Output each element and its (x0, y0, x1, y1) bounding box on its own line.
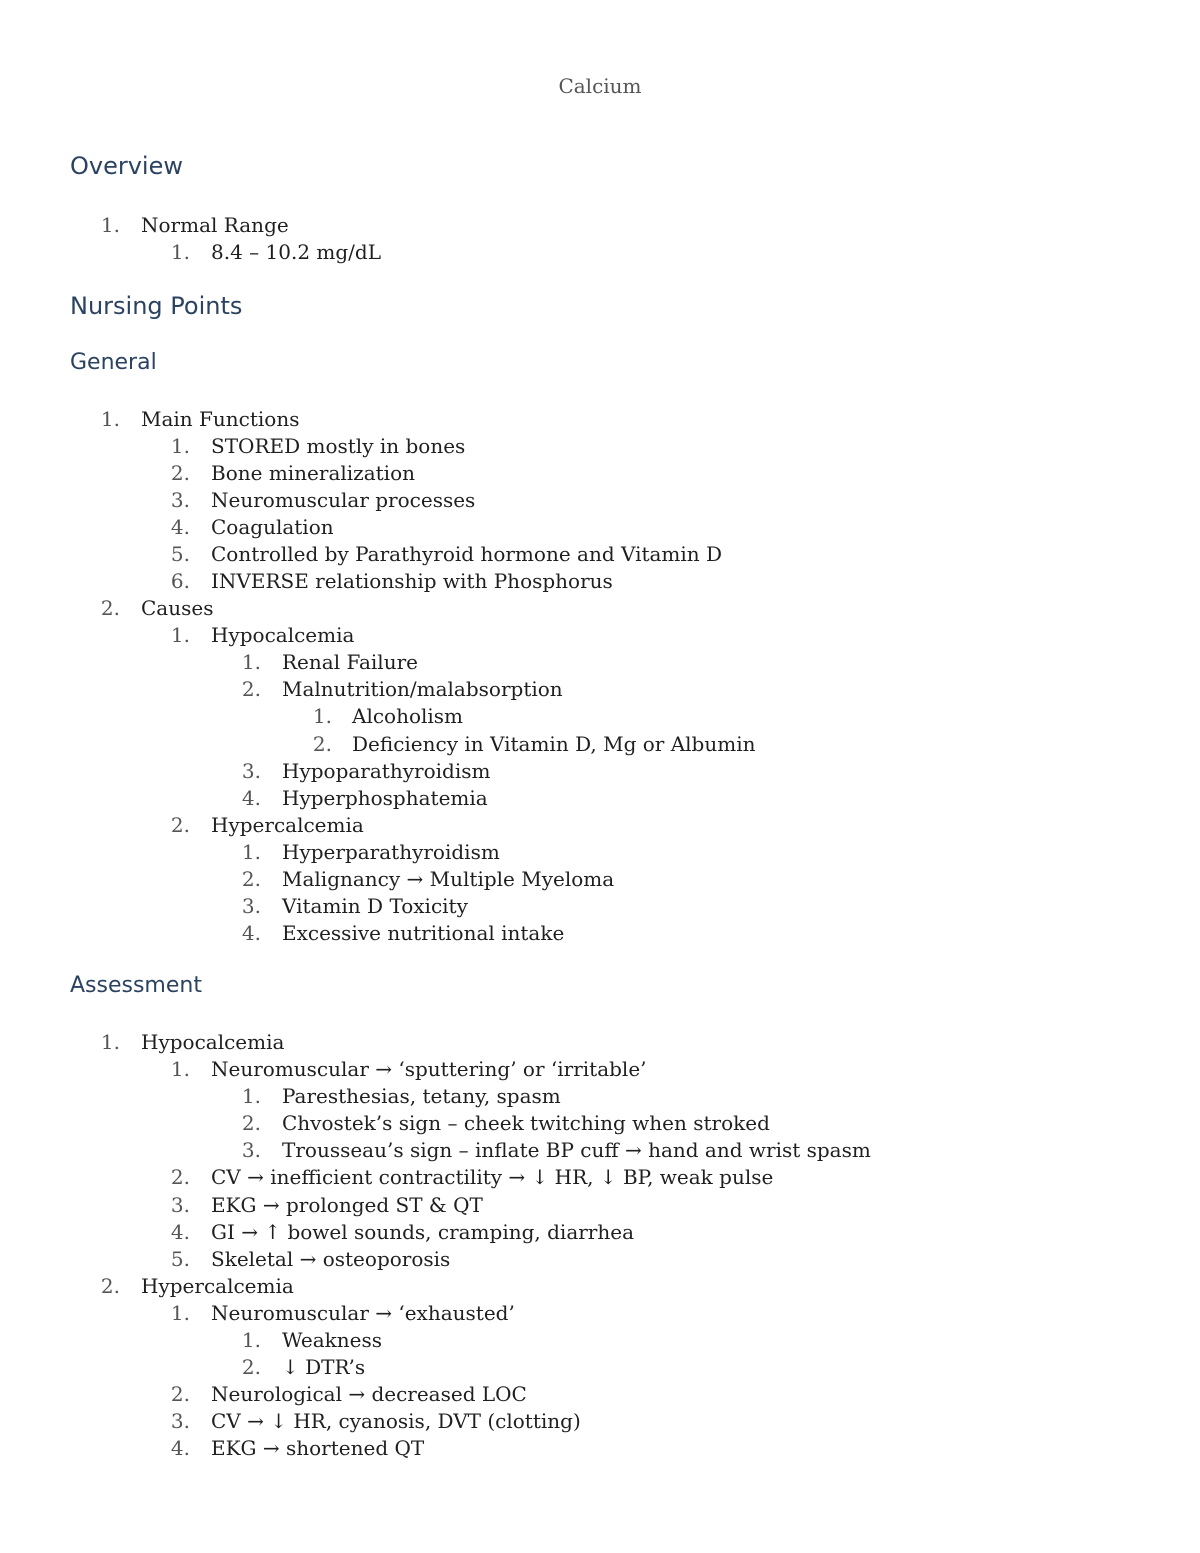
list-item-text: EKG → prolonged ST & QT (211, 1193, 483, 1217)
list-item-text: Normal Range (141, 213, 289, 237)
list-item-number: 4. (241, 921, 261, 945)
list-item-text: Alcoholism (352, 704, 464, 728)
list-item-text: Hypercalcemia (141, 1274, 294, 1298)
list-item-number: 1. (170, 240, 190, 264)
list-item-number: 3. (170, 488, 190, 512)
list-item-text: 8.4 – 10.2 mg/dL (211, 240, 381, 264)
list-item-number: 4. (170, 515, 190, 539)
list-item-text: INVERSE relationship with Phosphorus (211, 569, 613, 593)
list-item-number: 1. (241, 1328, 261, 1352)
list-item-text: STORED mostly in bones (211, 434, 466, 458)
list-item-number: 1. (170, 434, 190, 458)
list-item-text: ↓ DTR’s (282, 1355, 366, 1379)
list-item-number: 1. (100, 407, 120, 431)
list-item-text: Hypocalcemia (211, 623, 355, 647)
list-item-number: 1. (241, 1084, 261, 1108)
list-item-number: 6. (170, 569, 190, 593)
list-item-number: 2. (241, 1111, 261, 1135)
list-item-number: 1. (100, 213, 120, 237)
list-item-number: 2. (241, 1355, 261, 1379)
list-item-number: 1. (170, 1057, 190, 1081)
list-item-text: Hyperparathyroidism (282, 840, 500, 864)
list-item-number: 5. (170, 1247, 190, 1271)
list-item-text: Hypoparathyroidism (282, 759, 491, 783)
list-item-number: 2. (100, 1274, 120, 1298)
list-item-number: 1. (170, 623, 190, 647)
list-item-number: 2. (312, 732, 332, 756)
list-item-number: 3. (170, 1409, 190, 1433)
list-item-number: 3. (241, 759, 261, 783)
list-item-text: Coagulation (211, 515, 334, 539)
heading-general: General (70, 350, 157, 375)
list-item-text: Malnutrition/malabsorption (282, 677, 563, 701)
list-item-text: EKG → shortened QT (211, 1436, 425, 1460)
heading-nursing-points: Nursing Points (70, 292, 243, 320)
list-item-text: Bone mineralization (211, 461, 415, 485)
list-item-text: Controlled by Parathyroid hormone and Vitamin D (211, 542, 723, 566)
list-item-number: 3. (241, 1138, 261, 1162)
list-item-text: Trousseau’s sign – inflate BP cuff → hand and wrist spasm (282, 1138, 871, 1162)
list-item-number: 4. (170, 1220, 190, 1244)
list-item-text: Hypercalcemia (211, 813, 364, 837)
list-item-text: Paresthesias, tetany, spasm (282, 1084, 561, 1108)
list-item-number: 2. (170, 461, 190, 485)
list-item-text: Skeletal → osteoporosis (211, 1247, 451, 1271)
list-item-text: Deficiency in Vitamin D, Mg or Albumin (352, 732, 756, 756)
list-item-number: 2. (170, 813, 190, 837)
list-item-number: 2. (170, 1382, 190, 1406)
list-item-number: 3. (170, 1193, 190, 1217)
list-item-number: 2. (241, 867, 261, 891)
list-item-number: 2. (241, 677, 261, 701)
list-item-number: 2. (100, 596, 120, 620)
heading-assessment: Assessment (70, 973, 202, 998)
list-item-number: 1. (100, 1030, 120, 1054)
heading-overview: Overview (70, 152, 183, 180)
list-item-text: Weakness (282, 1328, 383, 1352)
list-item-text: Renal Failure (282, 650, 418, 674)
list-item-number: 1. (312, 704, 332, 728)
list-item-text: Excessive nutritional intake (282, 921, 565, 945)
list-item-text: CV → inefficient contractility → ↓ HR, ↓ BP, weak pulse (211, 1165, 774, 1189)
list-item-number: 1. (170, 1301, 190, 1325)
list-item-text: Neurological → decreased LOC (211, 1382, 527, 1406)
list-item-number: 5. (170, 542, 190, 566)
list-item-text: Main Functions (141, 407, 300, 431)
list-item-text: CV → ↓ HR, cyanosis, DVT (clotting) (211, 1409, 581, 1433)
list-item-number: 4. (241, 786, 261, 810)
list-item-number: 4. (170, 1436, 190, 1460)
list-item-text: Causes (141, 596, 214, 620)
list-item-text: Hyperphosphatemia (282, 786, 488, 810)
list-item-number: 3. (241, 894, 261, 918)
list-item-text: Vitamin D Toxicity (282, 894, 468, 918)
list-item-text: Neuromuscular → ‘exhausted’ (211, 1301, 515, 1325)
list-item-text: Hypocalcemia (141, 1030, 285, 1054)
list-item-number: 1. (241, 840, 261, 864)
document-title: Calcium (558, 74, 642, 98)
list-item-number: 2. (170, 1165, 190, 1189)
list-item-text: Chvostek’s sign – cheek twitching when stroked (282, 1111, 770, 1135)
list-item-text: Neuromuscular → ‘sputtering’ or ‘irritable’ (211, 1057, 647, 1081)
list-item-text: Neuromuscular processes (211, 488, 476, 512)
list-item-text: GI → ↑ bowel sounds, cramping, diarrhea (211, 1220, 634, 1244)
list-item-number: 1. (241, 650, 261, 674)
list-item-text: Malignancy → Multiple Myeloma (282, 867, 615, 891)
